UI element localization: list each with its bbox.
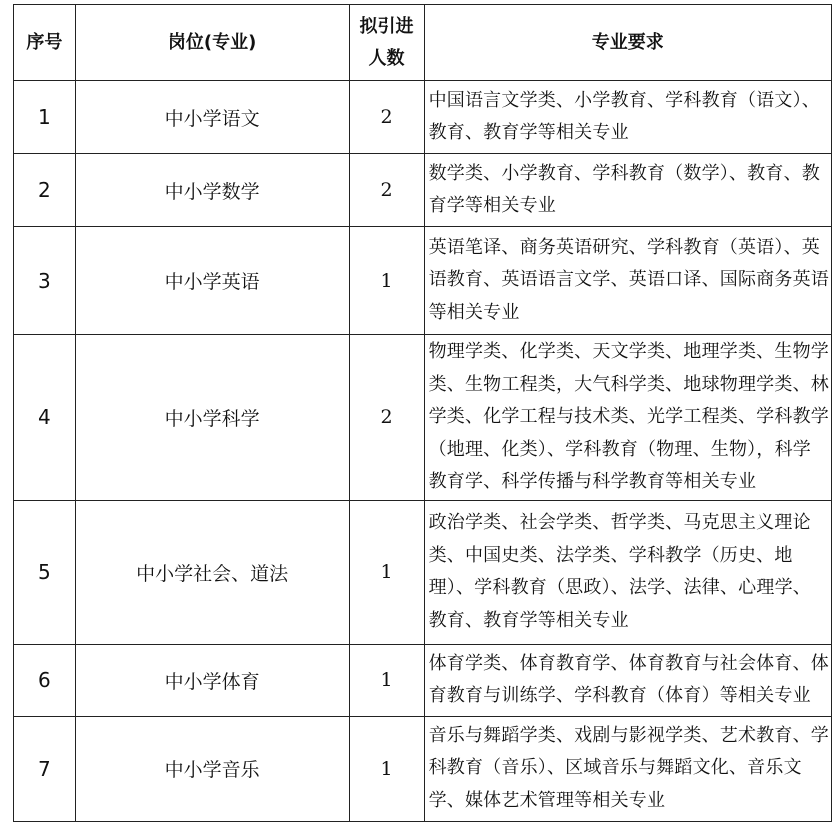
row-count: 2 bbox=[349, 154, 424, 227]
requirement-line: 英语笔译、商务英语研究、学科教育（英语）、英 bbox=[428, 236, 820, 258]
header-count-line-1: 拟引进 bbox=[359, 15, 414, 37]
requirement-line: 育教育与训练学、学科教育（体育）等相关专业 bbox=[428, 685, 811, 706]
row-count: 1 bbox=[349, 716, 424, 821]
header-count-line-2: 人数 bbox=[368, 47, 405, 69]
requirement-line: 等相关专业 bbox=[428, 301, 520, 323]
row-seq: 6 bbox=[14, 644, 76, 716]
requirement-line: （地理、化类）、学科教育（物理、生物），科学 bbox=[428, 438, 811, 460]
table-body bbox=[14, 81, 832, 822]
table-row bbox=[14, 227, 832, 335]
requirement-line: 政治学类、社会学类、哲学类、马克思主义理论 bbox=[428, 512, 811, 533]
requirement-line: 数学类、小学教育、学科教育（数学）、教育、教 bbox=[428, 162, 820, 184]
requirement-line: 体育学类、体育教育学、体育教育与社会体育、体 bbox=[428, 652, 829, 674]
row-requirement bbox=[424, 716, 831, 821]
requirement-line: 育学等相关专业 bbox=[428, 195, 556, 216]
row-count: 2 bbox=[349, 335, 424, 501]
header-position: 岗位(专业) bbox=[75, 5, 349, 81]
table-row bbox=[14, 81, 832, 154]
row-count: 1 bbox=[349, 227, 424, 335]
table-row bbox=[14, 716, 832, 821]
row-requirement bbox=[424, 644, 831, 716]
requirement-line: 语教育、英语语言文学、英语口译、国际商务英语 bbox=[428, 269, 829, 291]
requirement-line: 物理学类、化学类、天文学类、地理学类、生物学 bbox=[428, 341, 829, 362]
row-requirement bbox=[424, 154, 831, 227]
requirement-line: 中国语言文学类、小学教育、学科教育（语文）、 bbox=[428, 89, 820, 111]
table-row bbox=[14, 644, 832, 716]
requirement-line: 教育、教育学等相关专业 bbox=[428, 122, 629, 143]
requirement-line: 类、生物工程类，大气科学类、地球物理学类、林 bbox=[428, 373, 829, 395]
row-position: 中小学体育 bbox=[75, 644, 349, 716]
requirement-line: 理）、学科教育（思政）、法学、法律、心理学、 bbox=[428, 577, 811, 598]
header-seq: 序号 bbox=[14, 5, 76, 81]
requirement-line: 音乐与舞蹈学类、戏剧与影视学类、艺术教育、学 bbox=[428, 724, 829, 746]
requirement-line: 教育、教育学等相关专业 bbox=[428, 609, 629, 631]
row-position: 中小学数学 bbox=[75, 154, 349, 227]
requirement-line: 教育学、科学传播与科学教育等相关专业 bbox=[428, 471, 757, 492]
row-position: 中小学语文 bbox=[75, 81, 349, 154]
row-seq: 3 bbox=[14, 227, 76, 335]
row-requirement bbox=[424, 81, 831, 154]
row-requirement bbox=[424, 500, 831, 644]
row-seq: 2 bbox=[14, 154, 76, 227]
table-header-row bbox=[14, 5, 832, 81]
recruitment-table bbox=[13, 4, 832, 822]
row-position: 中小学音乐 bbox=[75, 716, 349, 821]
requirement-line: 类、中国史类、法学类、学科教学（历史、地 bbox=[428, 544, 793, 566]
requirement-line: 学、媒体艺术管理等相关专业 bbox=[428, 789, 666, 811]
row-position: 中小学社会、道法 bbox=[75, 500, 349, 644]
row-count: 2 bbox=[349, 81, 424, 154]
table-row bbox=[14, 500, 832, 644]
row-requirement bbox=[424, 227, 831, 335]
row-count: 1 bbox=[349, 500, 424, 644]
row-seq: 7 bbox=[14, 716, 76, 821]
row-position: 中小学英语 bbox=[75, 227, 349, 335]
table-row bbox=[14, 335, 832, 501]
row-requirement bbox=[424, 335, 831, 501]
row-count: 1 bbox=[349, 644, 424, 716]
header-requirement: 专业要求 bbox=[424, 5, 831, 81]
requirement-line: 学类、化学工程与技术类、光学工程类、学科教学 bbox=[428, 406, 829, 427]
row-seq: 1 bbox=[14, 81, 76, 154]
row-position: 中小学科学 bbox=[75, 335, 349, 501]
recruitment-table-container bbox=[13, 4, 832, 822]
table-row bbox=[14, 154, 832, 227]
row-seq: 5 bbox=[14, 500, 76, 644]
header-count bbox=[349, 5, 424, 81]
requirement-line: 科教育（音乐）、区域音乐与舞蹈文化、音乐文 bbox=[428, 757, 802, 779]
row-seq: 4 bbox=[14, 335, 76, 501]
